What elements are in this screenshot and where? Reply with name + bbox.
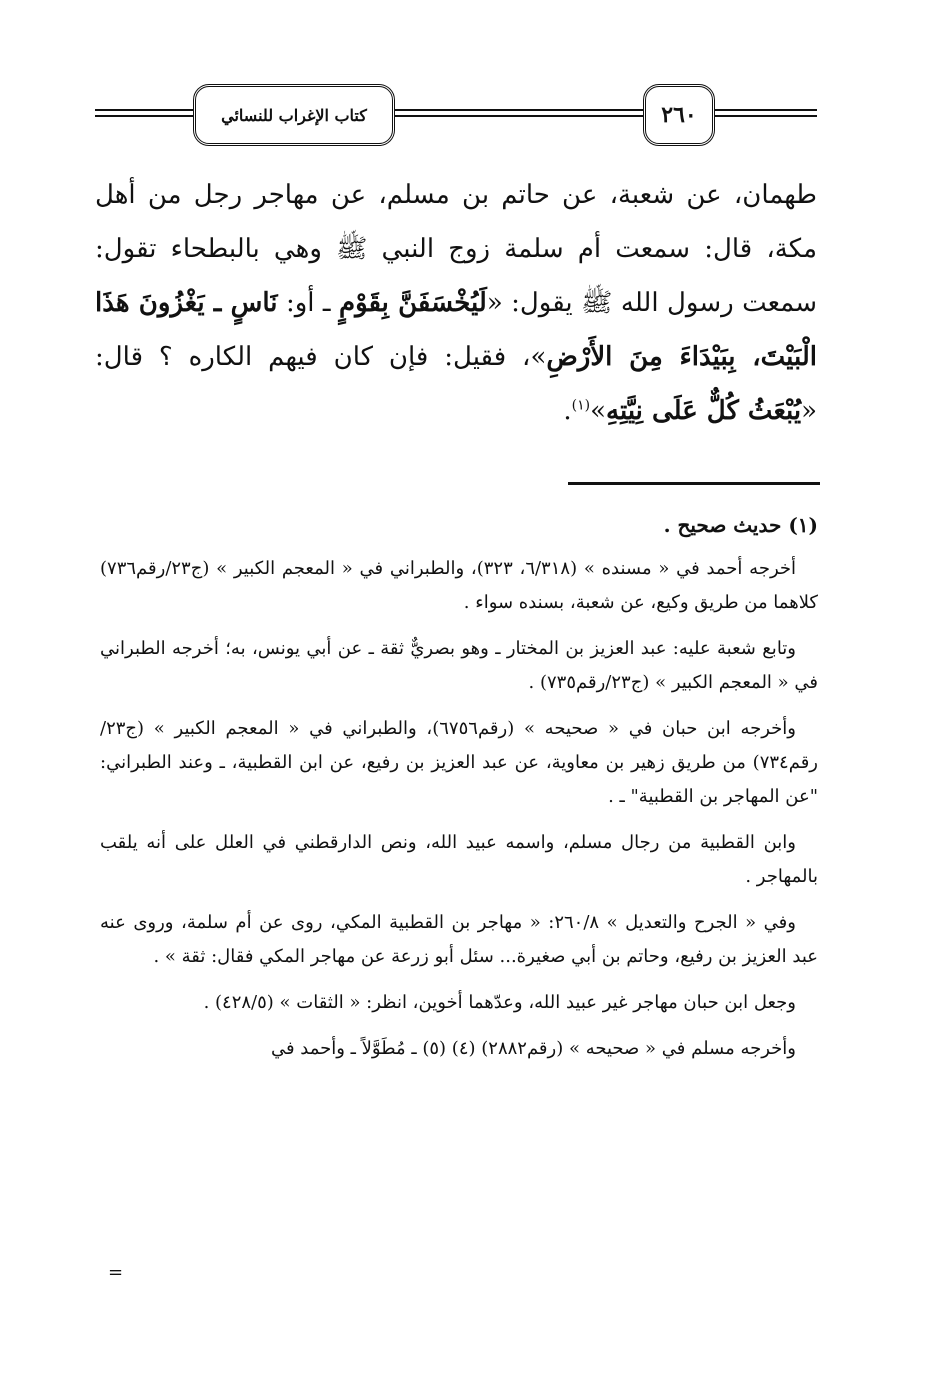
footnote-paragraph: وتابع شعبة عليه: عبد العزيز بن المختار ـ وهو بصريٌّ ثقة ـ عن أبي يونس، به؛ أخرجه الطبراني في « المعجم الكبير » (ج٢٣/رقم٧٣٥) . (100, 638, 818, 693)
footnote-paragraph: وابن القطبية من رجال مسلم، واسمه عبيد الله، ونص الدارقطني في العلل على أنه يلقب بالمهاجر . (100, 832, 818, 887)
prophetic-saying: لَيُخْسَفَنَّ بِقَوْمٍ (338, 288, 487, 318)
text-segment: طهمان، عن شعبة، عن حاتم بن مسلم، عن مهاجر رجل من أهل مكة، قال: سمعت أم سلمة زوج النبي ﷺ وهي بالبطحاء تقول: سمعت رسول الله ﷺ يقول: « (95, 180, 817, 318)
footnote-paragraph: وفي « الجرح والتعديل » ٢٦٠/٨: « مهاجر بن القطبية المكي، روى عن أم سلمة، وروى عنه عبد العزيز بن رفيع، وحاتم بن أبي صغيرة... سئل أبو زرعة عن مهاجر المكي فقال: ثقة » . (100, 912, 818, 967)
prophetic-saying: يُبْعَثُ كُلٌّ عَلَى نِيَّتِهِ (606, 396, 802, 426)
book-title: كتاب الإغراب للنسائي (193, 84, 395, 146)
footnote-reference: (١) (571, 397, 591, 414)
footnote-paragraph: أخرجه أحمد في « مسنده » (٦/٣١٨، ٣٢٣)، والطبراني في « المعجم الكبير » (ج٢٣/رقم٧٣٦) كلاهما من طريق وكيع، عن شعبة، بسنده سواء . (100, 558, 818, 613)
footnote-paragraph: وأخرجه مسلم في « صحيحه » (رقم٢٨٨٢) (٤) (٥) ـ مُطَوَّلاً ـ وأحمد في (270, 1038, 796, 1059)
text-segment: » (590, 396, 607, 426)
page-number: ٢٦٠ (643, 84, 715, 146)
footnote-paragraph: وأخرجه ابن حبان في « صحيحه » (رقم٦٧٥٦)، والطبراني في « المعجم الكبير » (ج٢٣/رقم٧٣٤) من طريق زهير بن معاوية، عن عبد العزيز بن رفيع، عن ابن القطبية، ـ وعند الطبراني: "عن المهاجر بن القطبية" ـ . (100, 718, 818, 807)
prophetic-saying: نَاسٍ ـ يَغْزُونَ هَذَا الْبَيْتَ، بِبَيْدَاءَ مِنَ الأَرْضِ (95, 288, 817, 372)
hadith-text (95, 168, 817, 438)
page-header (95, 84, 817, 146)
text-segment: . (563, 396, 572, 426)
text-segment: »، فقيل: فإن كان فيهم الكاره ؟ قال: « (95, 342, 817, 426)
continuation-mark: = (108, 1262, 124, 1283)
footnotes (100, 508, 818, 1078)
text-segment: ـ أو: (277, 288, 339, 318)
footnote-paragraph: وجعل ابن حبان مهاجر غير عبيد الله، وعدّهما أخوين، انظر: « الثقات » (٤٢٨/٥) . (203, 992, 796, 1013)
footnote-separator (568, 482, 820, 485)
footnote-heading: (١) حديث صحيح . (663, 513, 818, 537)
